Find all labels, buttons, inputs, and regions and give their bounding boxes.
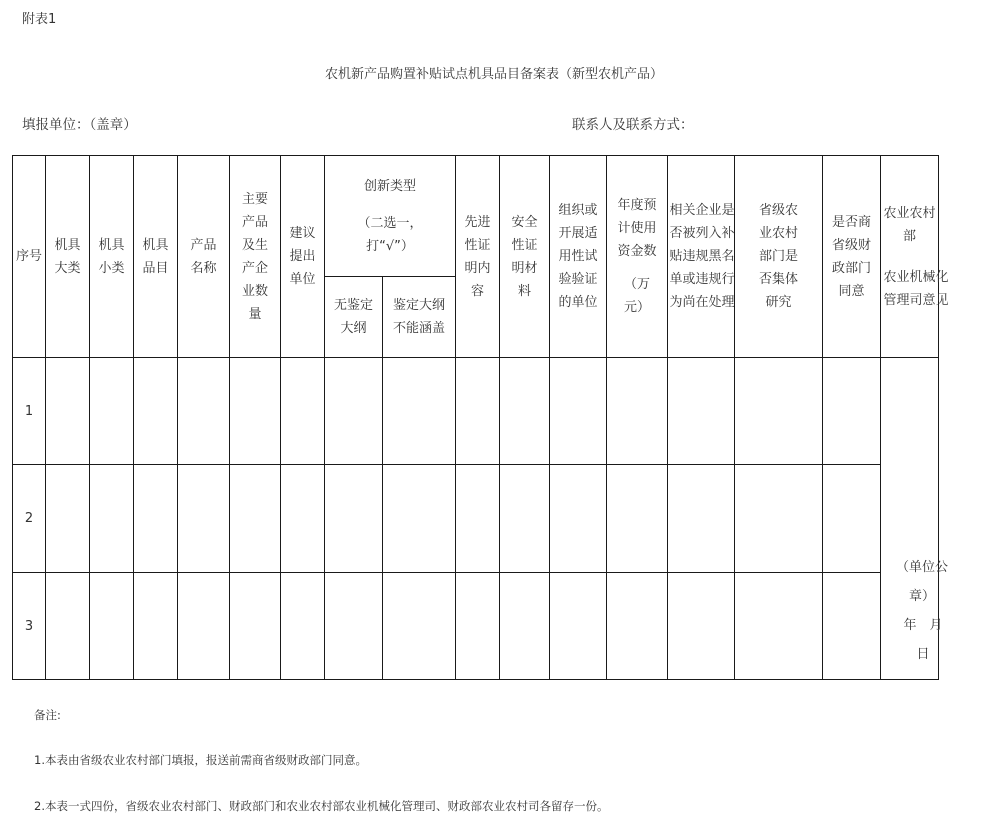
table-row [13, 358, 988, 465]
cell-main-products[interactable] [230, 358, 281, 465]
cell-finance[interactable] [823, 358, 881, 465]
cell-no-outline[interactable] [325, 573, 383, 680]
header-outline-not-cover: 鉴定大纲不能涵盖 [383, 277, 456, 358]
header-safety-proof: 安全性证明材料 [500, 156, 550, 358]
header-proposer: 建议提出单位 [281, 156, 325, 358]
cell-major[interactable] [46, 465, 90, 573]
innovation-type-note: （二选一，打“√”） [357, 215, 423, 254]
header-advanced-proof: 先进性证明内容 [456, 156, 500, 358]
cell-proposer[interactable] [281, 465, 325, 573]
cell-collective[interactable] [735, 358, 823, 465]
header-seq: 序号 [13, 156, 46, 358]
row-seq: 3 [13, 573, 46, 680]
header-minor-category: 机具小类 [90, 156, 134, 358]
cell-product[interactable] [178, 465, 230, 573]
cell-collective[interactable] [735, 465, 823, 573]
cell-verify-org[interactable] [550, 465, 607, 573]
fund-unit: （万元） [623, 277, 650, 315]
header-innovation-type [325, 156, 456, 277]
unit-seal-label: （单位公章） [895, 559, 948, 604]
contact-label: 联系人及联系方式： [572, 117, 694, 133]
cell-major[interactable] [46, 358, 90, 465]
cell-collective[interactable] [735, 573, 823, 680]
cell-advanced[interactable] [456, 573, 500, 680]
cell-finance[interactable] [823, 465, 881, 573]
attachment-label: 附表1 [22, 12, 57, 27]
opinion-date-label: 年 月 日 [903, 617, 956, 662]
header-major-category: 机具大类 [46, 156, 90, 358]
table-row [13, 465, 988, 573]
cell-finance[interactable] [823, 573, 881, 680]
cell-no-outline[interactable] [325, 465, 383, 573]
cell-verify-org[interactable] [550, 573, 607, 680]
header-product-name: 产品名称 [178, 156, 230, 358]
innovation-type-label: 创新类型 [363, 178, 416, 194]
header-annual-fund: 年度预计使用资金数 （万元） [607, 156, 668, 358]
cell-verify-org[interactable] [550, 358, 607, 465]
cell-proposer[interactable] [281, 573, 325, 680]
cell-advanced[interactable] [456, 358, 500, 465]
cell-item[interactable] [134, 573, 178, 680]
row-seq: 2 [13, 465, 46, 573]
header-blacklist: 相关企业是否被列入补贴违规黑名单或违规行为尚在处理 [668, 156, 735, 358]
cell-advanced[interactable] [456, 465, 500, 573]
cell-item[interactable] [134, 465, 178, 573]
cell-blacklist[interactable] [668, 358, 735, 465]
cell-outline-not-cover[interactable] [383, 465, 456, 573]
cell-blacklist[interactable] [668, 465, 735, 573]
cell-main-products[interactable] [230, 573, 281, 680]
cell-minor[interactable] [90, 358, 134, 465]
header-ministry-opinion: 农业农村部 农业机械化管理司意见 [881, 156, 939, 358]
cell-minor[interactable] [90, 573, 134, 680]
header-collective-study: 省级农业农村部门是否集体研究 [735, 156, 823, 358]
cell-product[interactable] [178, 573, 230, 680]
cell-no-outline[interactable] [325, 358, 383, 465]
header-finance-consent: 是否商省级财政部门同意 [823, 156, 881, 358]
header-item: 机具品目 [134, 156, 178, 358]
cell-proposer[interactable] [281, 358, 325, 465]
cell-fund[interactable] [607, 465, 668, 573]
row-seq: 1 [13, 358, 46, 465]
note-1: 1.本表由省级农业农村部门填报，报送前需商省级财政部门同意。 [34, 753, 367, 767]
header-no-outline: 无鉴定大纲 [325, 277, 383, 358]
cell-outline-not-cover[interactable] [383, 573, 456, 680]
header-verification-org: 组织或开展适用性试验验证的单位 [550, 156, 607, 358]
cell-outline-not-cover[interactable] [383, 358, 456, 465]
cell-minor[interactable] [90, 465, 134, 573]
header-main-products: 主要产品及生产企业数量 [230, 156, 281, 358]
cell-fund[interactable] [607, 573, 668, 680]
filing-table [12, 155, 988, 680]
table-row [13, 573, 988, 680]
cell-fund[interactable] [607, 358, 668, 465]
cell-safety[interactable] [500, 573, 550, 680]
cell-safety[interactable] [500, 358, 550, 465]
cell-main-products[interactable] [230, 465, 281, 573]
note-2: 2.本表一式四份，省级农业农村部门、财政部门和农业农村部农业机械化管理司、财政部农业农村司各留存一份。 [34, 799, 609, 813]
cell-item[interactable] [134, 358, 178, 465]
cell-blacklist[interactable] [668, 573, 735, 680]
form-title: 农机新产品购置补贴试点机具品目备案表（新型农机产品） [324, 67, 663, 82]
notes-label: 备注: [34, 708, 61, 722]
cell-product[interactable] [178, 358, 230, 465]
cell-safety[interactable] [500, 465, 550, 573]
reporting-unit-label: 填报单位：（盖章） [22, 117, 137, 133]
ministry-opinion-cell[interactable] [881, 358, 956, 680]
cell-major[interactable] [46, 573, 90, 680]
